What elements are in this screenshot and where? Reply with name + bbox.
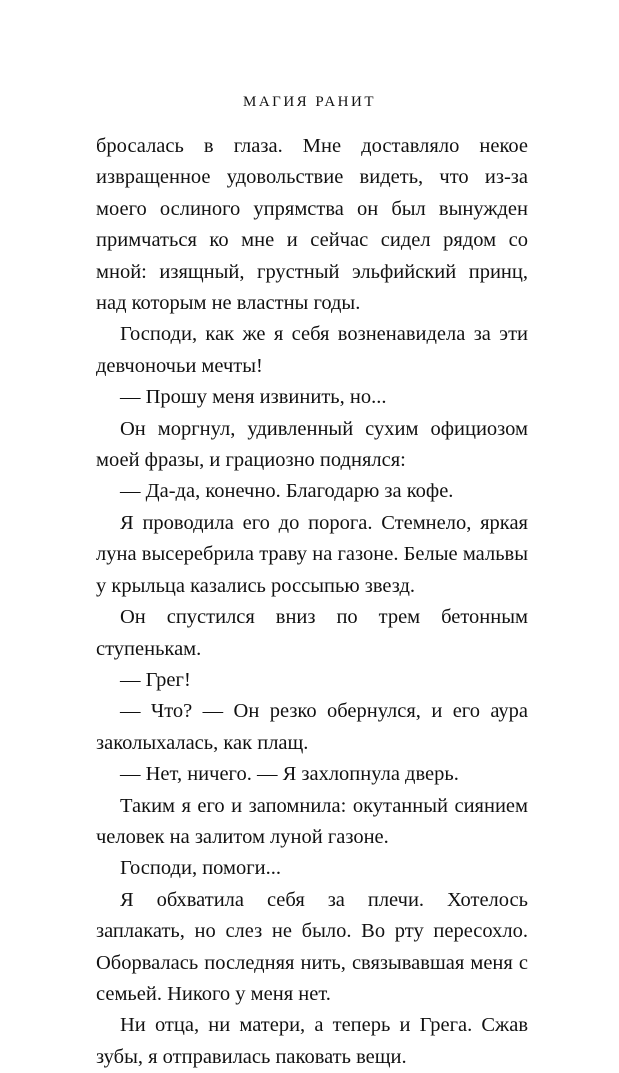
running-head: МАГИЯ РАНИТ [242, 94, 376, 110]
paragraph: бросалась в глаза. Мне доставляло некое извращенное удовольствие видеть, что из-за моего ослиного упрямства он был вынужден примчаться ко мне и сейчас сидел рядом со мной: изящный, грустный эльфийский принц, над которым не властны годы. [96, 135, 528, 315]
paragraph: Я проводила его до порога. Стемнело, яркая луна высеребрила траву на газоне. Белые мальвы у крыльца казались россыпью звезд. [96, 511, 528, 597]
paragraph: Ни отца, ни матери, а теперь и Грега. Сжав зубы, я отправилась паковать вещи. [96, 1014, 528, 1068]
paragraph: — Да-да, конечно. Благодарю за кофе. [120, 480, 454, 503]
paragraph: Таким я его и запомнила: окутанный сиянием человек на залитом луной газоне. [96, 794, 528, 848]
paragraph: — Что? — Он резко обернулся, и его аура заколыхалась, как плащ. [96, 700, 528, 754]
paragraph: — Нет, ничего. — Я захлопнула дверь. [120, 763, 459, 786]
paragraph: — Прошу меня извинить, но... [120, 386, 387, 409]
paragraph: Он спустился вниз по трем бетонным ступенькам. [96, 606, 528, 660]
paragraph: Господи, помоги... [120, 857, 281, 880]
paragraph: — Грег! [120, 668, 191, 691]
paragraph: Господи, как же я себя возненавидела за эти девчоночьи мечты! [96, 323, 528, 377]
paragraph: Я обхватила себя за плечи. Хотелось заплакать, но слез не было. Во рту пересохло. Оборвалась последняя нить, связывавшая меня с семьей. Никого у меня нет. [96, 888, 528, 1005]
body-text [96, 131, 528, 1073]
paragraph: Он моргнул, удивленный сухим официозом моей фразы, и грациозно поднялся: [96, 417, 528, 472]
